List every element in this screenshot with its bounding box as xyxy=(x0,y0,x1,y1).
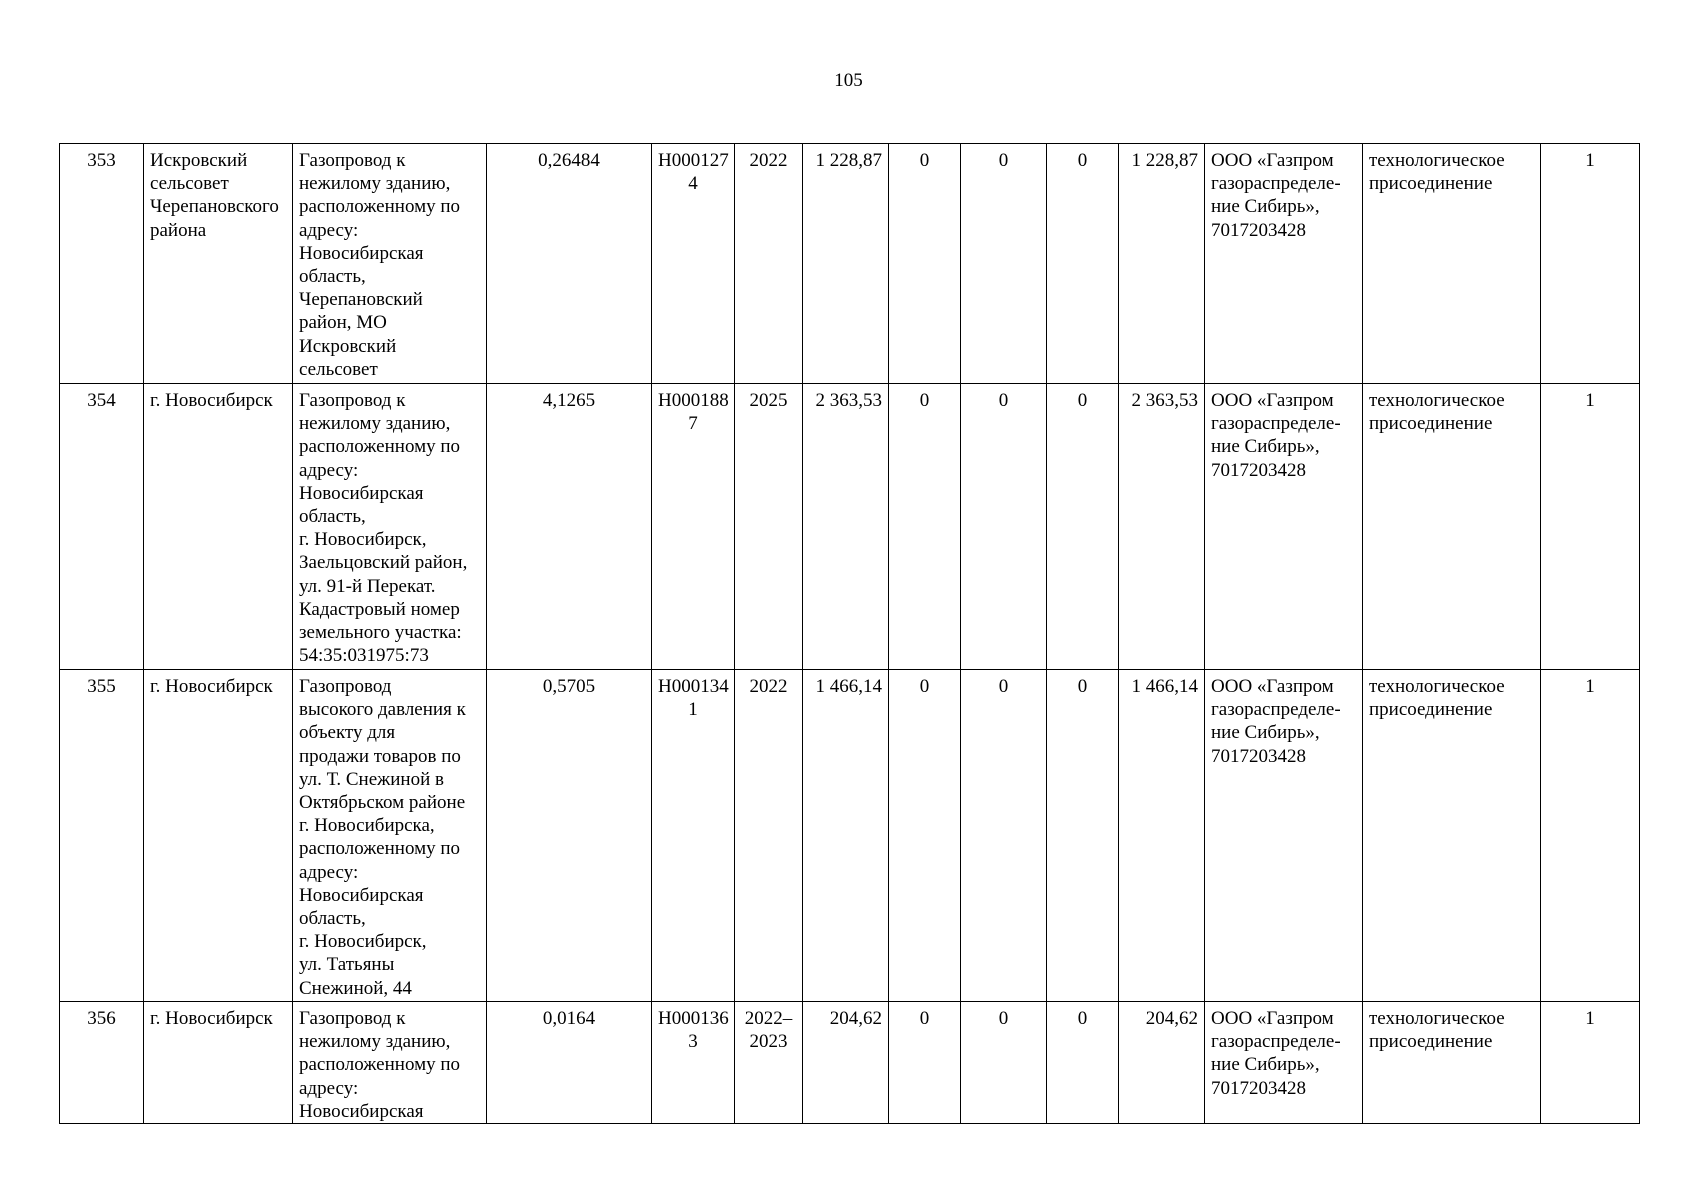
cell-line: Н000127 xyxy=(658,150,729,171)
cell-text: 0 xyxy=(919,150,930,171)
value-cell-1 xyxy=(889,670,961,1002)
cell-line: Искровский xyxy=(299,335,397,357)
cell-text: 1 228,87 xyxy=(815,150,882,171)
cell-line: расположенному по xyxy=(299,196,461,218)
cell-text: 0 xyxy=(1077,150,1088,171)
cell-line: нежилому зданию, xyxy=(299,1031,451,1053)
cell-line: Газопровод к xyxy=(299,150,406,171)
cell-line: г. Новосибирска, xyxy=(299,815,435,837)
cell-line: Газопровод xyxy=(299,676,392,697)
cell-line: технологическое xyxy=(1369,1008,1505,1029)
value-cell-3 xyxy=(1047,1002,1119,1124)
cell-line: 2022 xyxy=(749,150,788,171)
page-number: 105 xyxy=(834,70,863,91)
table-row xyxy=(60,384,1640,670)
cell-text: 0,26484 xyxy=(538,150,600,171)
value-cell-4 xyxy=(1119,144,1205,384)
cell-line: Снежиной, 44 xyxy=(299,977,412,999)
object-code-cell xyxy=(652,670,735,1002)
cell-line: ООО «Газпром xyxy=(1211,676,1334,697)
cell-line: Газопровод к xyxy=(299,1008,406,1029)
cell-line: Н000134 xyxy=(658,676,729,697)
cell-line: продажи товаров по xyxy=(299,745,461,767)
length-cell xyxy=(487,384,652,670)
cell-text: 0 xyxy=(919,676,930,697)
object-name-cell xyxy=(293,144,487,384)
cell-line: технологическое xyxy=(1369,390,1505,411)
cell-line: ООО «Газпром xyxy=(1211,150,1334,171)
object-code-cell xyxy=(652,1002,735,1124)
value-cell-2 xyxy=(961,144,1047,384)
cell-line: ул. 91-й Перекат. xyxy=(299,575,436,597)
period-cell xyxy=(735,384,803,670)
cell-line: газораспределе- xyxy=(1211,699,1341,721)
cell-line: ние Сибирь», xyxy=(1211,1054,1320,1076)
cell-text: 2 363,53 xyxy=(815,390,882,411)
cell-text: 353 xyxy=(87,150,116,171)
cell-text: 1 xyxy=(1585,1008,1595,1029)
cell-line: технологическое xyxy=(1369,150,1505,171)
cell-text: г. Новосибирск xyxy=(150,676,273,697)
object-name-cell xyxy=(293,670,487,1002)
cell-text: 0 xyxy=(1077,390,1088,411)
cell-line: расположенному по xyxy=(299,838,461,860)
cell-text: 0 xyxy=(919,1008,930,1029)
cell-line: Н000188 xyxy=(658,390,729,411)
cell-line: Новосибирская xyxy=(299,1100,424,1122)
cell-line: 7017203428 xyxy=(1211,459,1306,481)
cell-line: расположенному по xyxy=(299,436,461,458)
cell-line: присоединение xyxy=(1369,173,1493,195)
cell-line: 2022– xyxy=(744,1008,793,1029)
cell-line: область, xyxy=(299,266,366,288)
cell-line: земельного участка: xyxy=(299,622,462,644)
municipality-cell xyxy=(144,670,293,1002)
total-cost-cell xyxy=(803,1002,889,1124)
cell-line: высокого давления к xyxy=(299,699,466,721)
object-name-cell xyxy=(293,1002,487,1124)
cell-line: г. Новосибирск, xyxy=(299,931,427,953)
cell-line: 54:35:031975:73 xyxy=(299,645,429,667)
value-cell-2 xyxy=(961,1002,1047,1124)
period-cell xyxy=(735,670,803,1002)
cell-text: г. Новосибирск xyxy=(150,1008,273,1029)
value-cell-1 xyxy=(889,384,961,670)
value-cell-1 xyxy=(889,1002,961,1124)
cell-line: присоединение xyxy=(1369,1031,1493,1053)
cell-text: 0 xyxy=(998,1008,1009,1029)
cell-line: адресу: xyxy=(299,219,359,241)
cell-line: 7 xyxy=(688,413,698,435)
municipality-cell xyxy=(144,1002,293,1124)
purpose-cell xyxy=(1363,384,1541,670)
organization-cell xyxy=(1205,144,1363,384)
cell-text: 0 xyxy=(998,150,1009,171)
cell-line: газораспределе- xyxy=(1211,173,1341,195)
value-cell-3 xyxy=(1047,384,1119,670)
cell-line: область, xyxy=(299,506,366,528)
cell-line: присоединение xyxy=(1369,413,1493,435)
cell-line: объекту для xyxy=(299,722,396,744)
cell-line: Октябрьском районе xyxy=(299,792,466,814)
total-cost-cell xyxy=(803,144,889,384)
cell-line: 7017203428 xyxy=(1211,219,1306,241)
purpose-cell xyxy=(1363,670,1541,1002)
cell-line: нежилому зданию, xyxy=(299,413,451,435)
cell-text: 354 xyxy=(87,390,116,411)
cell-line: ние Сибирь», xyxy=(1211,722,1320,744)
cell-line: расположенному по xyxy=(299,1054,461,1076)
cell-line: газораспределе- xyxy=(1211,1031,1341,1053)
cell-line: 7017203428 xyxy=(1211,1077,1306,1099)
cell-text: 1 xyxy=(1585,390,1595,411)
cell-line: область, xyxy=(299,908,366,930)
cell-line: район, МО xyxy=(299,312,387,334)
cell-line: ул. Татьяны xyxy=(299,954,395,976)
cell-text: Искровский сельсовет Черепановского района xyxy=(150,150,279,241)
cell-line: Кадастровый номер xyxy=(299,598,460,620)
flag-cell xyxy=(1541,1002,1640,1124)
cell-text: 0 xyxy=(998,676,1009,697)
flag-cell xyxy=(1541,670,1640,1002)
table-row xyxy=(60,670,1640,1002)
length-cell xyxy=(487,144,652,384)
cell-line: присоединение xyxy=(1369,699,1493,721)
cell-line: 7017203428 xyxy=(1211,745,1306,767)
registry-body xyxy=(60,144,1640,1124)
cell-text: 1 466,14 xyxy=(1131,676,1198,697)
cell-line: ООО «Газпром xyxy=(1211,390,1334,411)
object-code-cell xyxy=(652,144,735,384)
cell-text: 0,0164 xyxy=(542,1008,596,1029)
cell-text: 4,1265 xyxy=(542,390,596,411)
cell-text: 0 xyxy=(1077,1008,1088,1029)
purpose-cell xyxy=(1363,144,1541,384)
cell-line: газораспределе- xyxy=(1211,413,1341,435)
municipality-cell xyxy=(144,384,293,670)
flag-cell xyxy=(1541,144,1640,384)
registry-table xyxy=(59,143,1640,1124)
length-cell xyxy=(487,670,652,1002)
cell-line: Н000136 xyxy=(658,1008,729,1029)
cell-line: Новосибирская xyxy=(299,242,424,264)
object-code-cell xyxy=(652,384,735,670)
cell-text: 1 xyxy=(1585,676,1595,697)
row-number-cell xyxy=(60,144,144,384)
cell-line: 2022 xyxy=(749,676,788,697)
table-row xyxy=(60,144,1640,384)
cell-text: г. Новосибирск xyxy=(150,390,273,411)
cell-line: г. Новосибирск, xyxy=(299,529,427,551)
total-cost-cell xyxy=(803,670,889,1002)
row-number-cell xyxy=(60,670,144,1002)
cell-text: 0,5705 xyxy=(542,676,596,697)
organization-cell xyxy=(1205,670,1363,1002)
row-number-cell xyxy=(60,384,144,670)
row-number-cell xyxy=(60,1002,144,1124)
table-row xyxy=(60,1002,1640,1124)
period-cell xyxy=(735,144,803,384)
period-cell xyxy=(735,1002,803,1124)
cell-text: 356 xyxy=(87,1008,116,1029)
cell-line: ние Сибирь», xyxy=(1211,436,1320,458)
cell-line: 1 xyxy=(688,699,698,721)
value-cell-4 xyxy=(1119,384,1205,670)
cell-line: нежилому зданию, xyxy=(299,173,451,195)
value-cell-4 xyxy=(1119,1002,1205,1124)
cell-line: адресу: xyxy=(299,1077,359,1099)
cell-line: ние Сибирь», xyxy=(1211,196,1320,218)
cell-text: 2 363,53 xyxy=(1131,390,1198,411)
cell-line: 2023 xyxy=(749,1031,788,1053)
cell-text: 1 228,87 xyxy=(1131,150,1198,171)
cell-line: 3 xyxy=(688,1031,698,1053)
cell-line: технологическое xyxy=(1369,676,1505,697)
cell-line: 2025 xyxy=(749,390,788,411)
cell-text: 0 xyxy=(998,390,1009,411)
municipality-cell xyxy=(144,144,293,384)
cell-line: Новосибирская xyxy=(299,884,424,906)
cell-text: 355 xyxy=(87,676,116,697)
purpose-cell xyxy=(1363,1002,1541,1124)
cell-line: адресу: xyxy=(299,861,359,883)
organization-cell xyxy=(1205,384,1363,670)
total-cost-cell xyxy=(803,384,889,670)
cell-line: ул. Т. Снежиной в xyxy=(299,768,444,790)
cell-text: 0 xyxy=(1077,676,1088,697)
cell-line: адресу: xyxy=(299,459,359,481)
cell-line: ООО «Газпром xyxy=(1211,1008,1334,1029)
value-cell-2 xyxy=(961,384,1047,670)
value-cell-2 xyxy=(961,670,1047,1002)
cell-line: Черепановский xyxy=(299,289,423,311)
cell-line: сельсовет xyxy=(299,358,378,380)
cell-line: 4 xyxy=(688,173,698,195)
cell-text: 1 xyxy=(1585,150,1595,171)
value-cell-3 xyxy=(1047,144,1119,384)
organization-cell xyxy=(1205,1002,1363,1124)
cell-line: Газопровод к xyxy=(299,390,406,411)
cell-line: Новосибирская xyxy=(299,482,424,504)
cell-line: Заельцовский район, xyxy=(299,552,468,574)
flag-cell xyxy=(1541,384,1640,670)
value-cell-1 xyxy=(889,144,961,384)
cell-text: 0 xyxy=(919,390,930,411)
cell-text: 204,62 xyxy=(829,1008,882,1029)
cell-text: 204,62 xyxy=(1145,1008,1198,1029)
object-name-cell xyxy=(293,384,487,670)
length-cell xyxy=(487,1002,652,1124)
cell-text: 1 466,14 xyxy=(815,676,882,697)
value-cell-4 xyxy=(1119,670,1205,1002)
value-cell-3 xyxy=(1047,670,1119,1002)
